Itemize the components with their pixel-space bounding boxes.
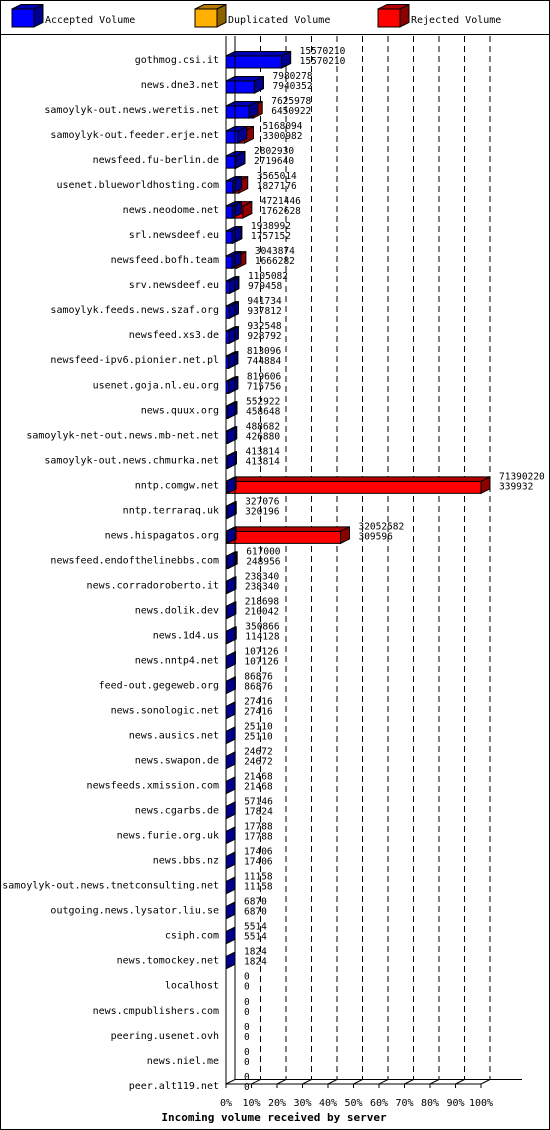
- category-label: localhost: [164, 980, 219, 992]
- total-value-label: 617000: [246, 546, 281, 558]
- total-value-label: 819606: [246, 371, 282, 383]
- accepted-bar-front: [226, 256, 232, 268]
- accepted-value-label: 107126: [244, 656, 279, 668]
- rejected-bar: [226, 527, 349, 544]
- category-label: news.1d4.us: [152, 630, 219, 642]
- total-value-label: 24672: [244, 746, 273, 758]
- accepted-value-label: 6450922: [271, 106, 312, 118]
- category-label: news.quux.org: [140, 405, 219, 417]
- total-value-label: 1938992: [250, 221, 291, 233]
- accepted-value-label: 27416: [244, 706, 273, 718]
- category-label: news.sonologic.net: [110, 705, 219, 717]
- total-value-label: 0: [244, 1021, 250, 1033]
- total-value-label: 813096: [246, 346, 282, 358]
- accepted-bar-front: [226, 181, 233, 193]
- category-label: samoylyk-net-out.news.mb-net.net: [26, 430, 219, 442]
- total-value-label: 7980278: [272, 71, 313, 83]
- legend-swatch: [195, 5, 226, 28]
- accepted-bar: [226, 77, 263, 94]
- accepted-value-label: 0: [244, 1031, 250, 1043]
- category-label: peer.alt119.net: [128, 1080, 219, 1092]
- x-tick-label: 30%: [293, 1098, 312, 1109]
- accepted-value-label: 1757152: [250, 231, 291, 243]
- accepted-value-label: 744884: [246, 356, 282, 368]
- accepted-value-label: 25110: [244, 731, 273, 743]
- category-label: news.dolik.dev: [134, 605, 219, 617]
- total-value-label: 941734: [247, 296, 282, 308]
- total-value-label: 218698: [244, 596, 280, 608]
- accepted-value-label: 5514: [244, 931, 267, 943]
- category-label: peering.usenet.ovh: [110, 1030, 219, 1042]
- accepted-value-label: 114128: [245, 631, 280, 643]
- rejected-bar-front: [226, 531, 340, 543]
- total-value-label: 107126: [244, 646, 279, 658]
- accepted-value-label: 3300982: [262, 131, 303, 143]
- accepted-value-label: 15570210: [299, 56, 346, 67]
- category-label: usenet.blueworldhosting.com: [56, 180, 219, 192]
- category-label: news.hispagatos.org: [104, 530, 219, 542]
- category-label: newsfeed.xs3.de: [128, 330, 219, 342]
- accepted-bar-front: [226, 231, 232, 243]
- total-value-label: 0: [244, 1046, 250, 1058]
- x-tick-label: 80%: [420, 1098, 440, 1109]
- accepted-value-label: 6870: [244, 906, 267, 918]
- x-tick-label: 50%: [344, 1098, 363, 1109]
- accepted-bar-front: [226, 56, 282, 68]
- total-value-label: 86876: [244, 671, 273, 683]
- category-label: newsfeed.endofthelinebbs.com: [50, 555, 219, 567]
- accepted-value-label: 426880: [245, 431, 281, 443]
- accepted-value-label: 1666282: [254, 256, 295, 268]
- total-value-label: 5514: [244, 921, 267, 933]
- x-tick-label: 40%: [318, 1098, 338, 1109]
- accepted-value-label: 1827176: [256, 181, 297, 193]
- category-label: news.corradoroberto.it: [86, 580, 219, 592]
- bar-row: [226, 52, 291, 69]
- total-value-label: 5168094: [262, 121, 303, 133]
- accepted-value-label: 248956: [246, 556, 281, 568]
- bar-row: [226, 177, 248, 194]
- legend-swatch-side: [400, 5, 409, 28]
- legend-swatch-side: [217, 5, 226, 28]
- legend-swatch-front: [12, 9, 34, 27]
- accepted-bar-front: [226, 156, 236, 168]
- category-label: outgoing.news.lysator.liu.se: [50, 905, 219, 917]
- legend-label: Accepted Volume: [45, 15, 136, 26]
- accepted-value-label: 937812: [247, 306, 282, 318]
- total-value-label: 0: [244, 996, 250, 1008]
- accepted-value-label: 1824: [244, 956, 267, 968]
- accepted-value-label: 715756: [246, 381, 282, 393]
- accepted-value-label: 309596: [358, 531, 393, 543]
- category-label: feed-out.gegeweb.org: [98, 680, 219, 692]
- accepted-bar-front: [226, 306, 229, 318]
- accepted-value-label: 339932: [499, 481, 534, 493]
- accepted-bar: [226, 102, 258, 119]
- rejected-bar-front: [226, 481, 481, 493]
- total-value-label: 0: [244, 1071, 250, 1083]
- total-value-label: 238340: [244, 571, 280, 583]
- accepted-value-label: 0: [244, 1081, 250, 1093]
- accepted-bar-front: [226, 106, 249, 118]
- total-value-label: 413814: [245, 446, 280, 458]
- category-label: news.niel.me: [146, 1055, 219, 1067]
- total-value-label: 488682: [245, 421, 281, 433]
- accepted-value-label: 11158: [244, 881, 273, 893]
- category-label: news.ausics.net: [128, 730, 219, 742]
- legend-swatch: [12, 5, 43, 28]
- legend-swatch: [378, 5, 409, 28]
- accepted-bar: [226, 52, 291, 69]
- category-label: nntp.comgw.net: [134, 480, 219, 492]
- legend-swatch-front: [195, 9, 217, 27]
- category-label: samoylyk.feeds.news.szaf.org: [50, 305, 219, 317]
- category-label: newsfeed-ipv6.pionier.net.pl: [50, 355, 219, 367]
- legend-swatch-front: [378, 9, 400, 27]
- category-label: gothmog.csi.it: [134, 55, 219, 66]
- bar-row: [226, 477, 490, 494]
- total-value-label: 32052582: [358, 521, 405, 533]
- category-label: nntp.terraraq.uk: [122, 505, 219, 517]
- rejected-bar-top: [226, 527, 349, 532]
- accepted-bar-front: [226, 206, 232, 218]
- accepted-value-label: 413814: [245, 456, 280, 468]
- total-value-label: 4721446: [260, 196, 301, 208]
- bar-row: [226, 102, 262, 119]
- accepted-value-label: 928792: [247, 331, 282, 343]
- category-label: samoylyk-out.news.chmurka.net: [44, 455, 219, 467]
- total-value-label: 57146: [244, 796, 273, 808]
- bar-row: [226, 202, 252, 219]
- accepted-value-label: 320196: [245, 506, 280, 518]
- total-value-label: 25110: [244, 721, 273, 733]
- accepted-bar: [226, 127, 247, 144]
- bar-row: [226, 527, 349, 544]
- accepted-value-label: 979458: [247, 281, 283, 293]
- x-tick-label: 20%: [267, 1098, 287, 1109]
- category-label: newsfeed.fu-berlin.de: [92, 155, 219, 167]
- bar-row: [226, 127, 253, 144]
- total-value-label: 1824: [244, 946, 267, 958]
- accepted-bar-front: [226, 131, 238, 143]
- accepted-value-label: 21468: [244, 781, 273, 793]
- total-value-label: 1105082: [247, 271, 288, 283]
- accepted-value-label: 210042: [244, 606, 280, 618]
- accepted-value-label: 238340: [244, 581, 280, 593]
- total-value-label: 932548: [247, 321, 282, 333]
- x-tick-label: 60%: [369, 1098, 389, 1109]
- legend-label: Duplicated Volume: [228, 15, 331, 26]
- accepted-bar-top: [226, 52, 291, 57]
- category-label: news.furie.org.uk: [116, 830, 219, 842]
- bar-row: [226, 77, 264, 94]
- total-value-label: 552922: [245, 396, 281, 408]
- total-value-label: 7625978: [271, 96, 312, 108]
- accepted-value-label: 86876: [244, 681, 273, 693]
- rejected-bar: [226, 477, 490, 494]
- legend-label: Rejected Volume: [411, 15, 502, 26]
- x-tick-label: 90%: [446, 1098, 465, 1109]
- category-label: news.nntp4.net: [134, 655, 219, 667]
- category-label: news.swapon.de: [134, 755, 219, 767]
- total-value-label: 327076: [245, 496, 280, 508]
- total-value-label: 3043874: [254, 246, 295, 258]
- category-label: news.dne3.net: [140, 80, 219, 92]
- accepted-value-label: 7940352: [272, 81, 313, 93]
- accepted-value-label: 0: [244, 1006, 250, 1018]
- total-value-label: 11158: [244, 871, 273, 883]
- category-label: newsfeed.bofh.team: [110, 255, 219, 267]
- legend-swatch-side: [34, 5, 43, 28]
- category-label: samoylyk-out.news.tnetconsulting.net: [2, 880, 219, 892]
- total-value-label: 17788: [244, 821, 273, 833]
- category-label: samoylyk-out.feeder.erje.net: [50, 130, 219, 142]
- category-label: news.bbs.nz: [152, 855, 219, 867]
- accepted-value-label: 0: [244, 1056, 250, 1068]
- x-tick-label: 0%: [219, 1098, 233, 1109]
- category-label: srv.newsdeef.eu: [128, 280, 219, 292]
- x-axis-title: Incoming volume received by server: [161, 1111, 387, 1124]
- accepted-value-label: 24672: [244, 756, 273, 768]
- accepted-value-label: 0: [244, 981, 250, 993]
- x-tick-label: 100%: [468, 1098, 494, 1109]
- total-value-label: 3565014: [256, 171, 297, 183]
- bar-row: [226, 252, 246, 269]
- total-value-label: 0: [244, 971, 250, 983]
- total-value-label: 15570210: [299, 46, 346, 57]
- total-value-label: 6870: [244, 896, 267, 908]
- category-label: samoylyk-out.news.weretis.net: [44, 105, 219, 117]
- accepted-value-label: 17406: [244, 856, 273, 868]
- x-tick-label: 10%: [242, 1098, 261, 1109]
- accepted-value-label: 2719640: [254, 156, 295, 168]
- category-label: csiph.com: [164, 930, 219, 942]
- category-label: news.tomockey.net: [116, 955, 219, 967]
- rejected-bar-top: [226, 477, 490, 482]
- total-value-label: 71390220: [499, 471, 545, 483]
- category-label: usenet.goja.nl.eu.org: [92, 380, 219, 392]
- accepted-bar-front: [226, 81, 254, 93]
- category-label: newsfeeds.xmission.com: [86, 780, 219, 792]
- category-label: srl.newsdeef.eu: [128, 230, 219, 242]
- category-label: news.cmpublishers.com: [92, 1005, 219, 1017]
- accepted-value-label: 17824: [244, 806, 273, 818]
- total-value-label: 2802930: [254, 146, 295, 158]
- total-value-label: 21468: [244, 771, 273, 783]
- x-tick-label: 70%: [395, 1098, 414, 1109]
- accepted-value-label: 458648: [245, 406, 281, 418]
- category-label: news.neodome.net: [122, 205, 219, 217]
- total-value-label: 27416: [244, 696, 273, 708]
- accepted-value-label: 17788: [244, 831, 273, 843]
- category-label: news.cgarbs.de: [134, 805, 219, 817]
- total-value-label: 17406: [244, 846, 273, 858]
- total-value-label: 350866: [245, 621, 280, 633]
- accepted-value-label: 1762628: [260, 206, 301, 218]
- accepted-bar-front: [226, 281, 229, 293]
